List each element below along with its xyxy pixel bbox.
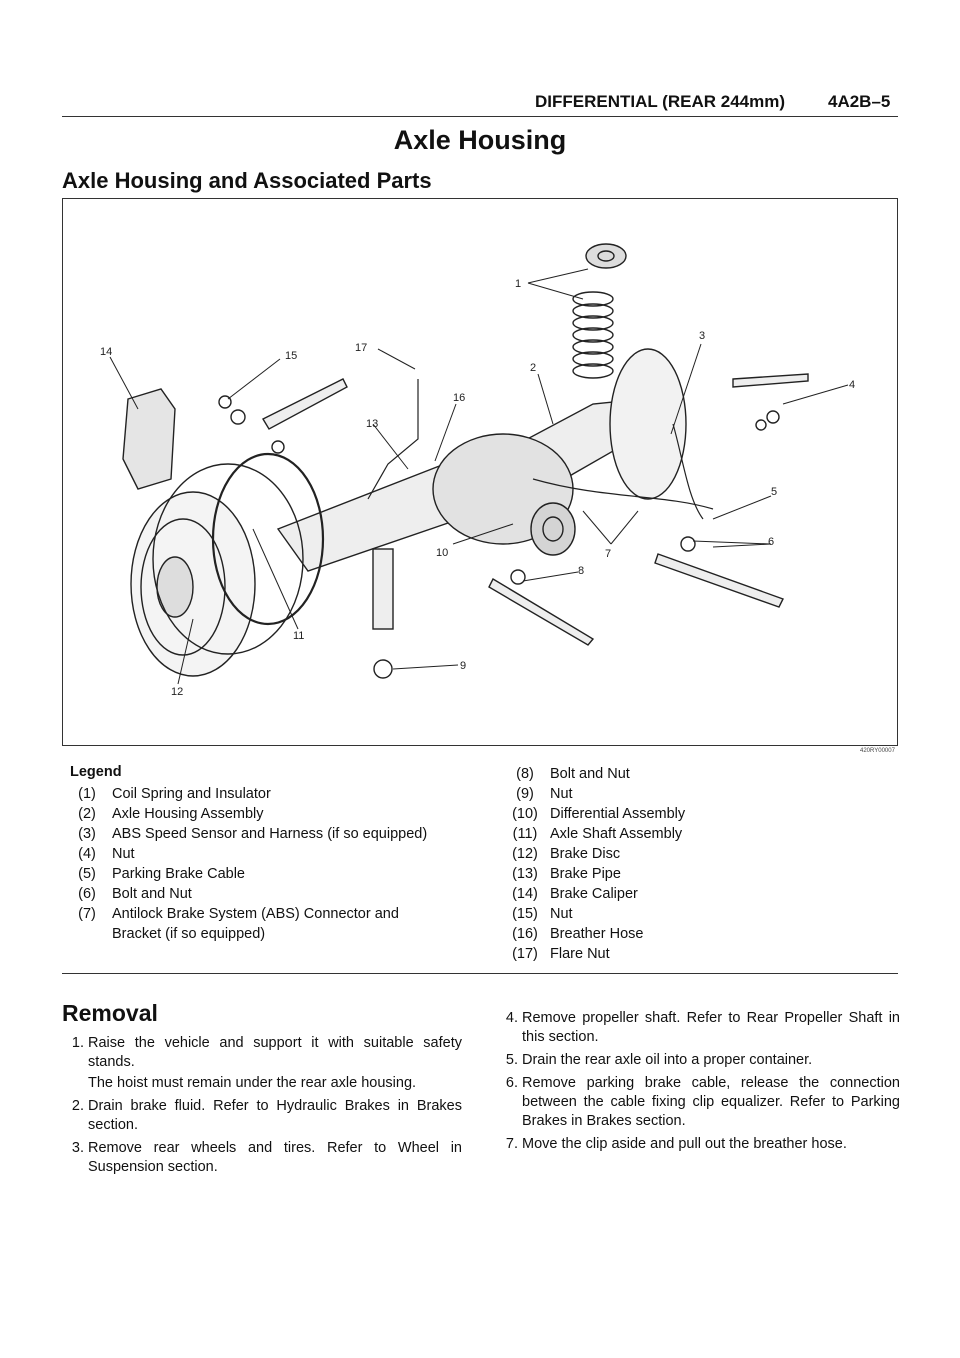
callout-6: 6 — [768, 536, 775, 548]
callout-16: 16 — [453, 392, 466, 404]
removal-step — [496, 1009, 900, 1047]
legend-item — [62, 904, 452, 944]
legend-text: Axle Shaft Assembly — [550, 826, 683, 842]
step-text: Raise the vehicle and support it with suitable safety stands. — [88, 1035, 462, 1070]
legend-text: Nut — [550, 906, 573, 922]
removal-step — [496, 1051, 900, 1070]
callout-17: 17 — [355, 342, 368, 354]
legend-text: Bolt and Nut — [550, 766, 630, 782]
legend-number: (10) — [512, 806, 538, 822]
legend-number: (9) — [516, 786, 534, 802]
shock-absorber — [373, 549, 393, 629]
step-body — [522, 1074, 900, 1131]
legend-number: (11) — [512, 826, 538, 842]
header-rule — [62, 116, 898, 117]
removal-step — [62, 1034, 462, 1093]
callout-1: 1 — [515, 278, 522, 290]
legend-number: (7) — [78, 906, 96, 922]
legend-text: Antilock Brake System (ABS) Connector and Bracket (if so equipped) — [112, 906, 399, 942]
legend-item — [500, 944, 890, 964]
legend-number: (3) — [78, 826, 96, 842]
legend-text: Brake Pipe — [550, 866, 621, 882]
legend-text: Coil Spring and Insulator — [112, 786, 271, 802]
legend-item — [500, 804, 890, 824]
legend-title: Legend — [70, 764, 122, 780]
legend-number: (4) — [78, 846, 96, 862]
legend-text: Flare Nut — [550, 946, 610, 962]
legend-item — [62, 864, 452, 884]
step-text: Remove parking brake cable, release the connection between the cable fixing clip equalizer. Refer to Parking Brakes in Brakes section. — [522, 1075, 900, 1129]
removal-step — [62, 1139, 462, 1177]
section-subtitle: Axle Housing and Associated Parts — [62, 168, 432, 193]
removal-step — [496, 1135, 900, 1154]
legend-number: (2) — [78, 806, 96, 822]
legend-text: Differential Assembly — [550, 806, 686, 822]
legend-number: (13) — [512, 866, 538, 882]
callout-10: 10 — [436, 547, 449, 559]
legend-item — [500, 764, 890, 784]
removal-steps-right — [496, 1009, 900, 1158]
step-body — [88, 1034, 462, 1093]
removal-step — [62, 1097, 462, 1135]
legend-item — [500, 864, 890, 884]
lower-link-right — [655, 554, 783, 607]
removal-heading: Removal — [62, 1000, 158, 1026]
callout-4: 4 — [849, 379, 856, 391]
legend-item — [500, 904, 890, 924]
step-text: Drain brake fluid. Refer to Hydraulic Brakes in Brakes section. — [88, 1098, 462, 1133]
step-number: 2. — [71, 1098, 84, 1114]
legend-text: Brake Disc — [550, 846, 621, 862]
legend-number: (14) — [512, 886, 538, 902]
figure-code: 420RY00007 — [860, 748, 895, 754]
lower-link-left — [489, 579, 593, 645]
callout-7: 7 — [605, 548, 612, 560]
legend-item — [62, 824, 452, 844]
legend-item — [62, 804, 452, 824]
legend-item — [500, 824, 890, 844]
brake-caliper — [123, 389, 175, 489]
callout-3: 3 — [699, 330, 706, 342]
legend-item — [500, 924, 890, 944]
page-title: Axle Housing — [393, 125, 567, 155]
axle-illustration — [63, 199, 897, 745]
step-number: 4. — [505, 1010, 518, 1026]
legend-item — [500, 844, 890, 864]
legend-text: Nut — [550, 786, 573, 802]
step-number: 3. — [71, 1140, 84, 1156]
section-title: DIFFERENTIAL (REAR 244mm) — [535, 92, 785, 111]
step-text: Move the clip aside and pull out the breather hose. — [522, 1136, 847, 1152]
legend-number: (6) — [78, 886, 96, 902]
legend-text: Brake Caliper — [550, 886, 638, 902]
step-body — [88, 1097, 462, 1135]
legend-item — [500, 884, 890, 904]
step-body — [522, 1135, 900, 1154]
removal-step — [496, 1074, 900, 1131]
coil-spring — [573, 292, 613, 378]
callout-15: 15 — [285, 350, 298, 362]
legend-item — [62, 884, 452, 904]
callout-5: 5 — [771, 486, 778, 498]
step-body — [88, 1139, 462, 1177]
callout-2: 2 — [530, 362, 537, 374]
removal-steps-left — [62, 1034, 462, 1181]
callout-8: 8 — [578, 565, 585, 577]
legend-number: (16) — [512, 926, 538, 942]
step-number: 5. — [505, 1052, 518, 1068]
step-number: 7. — [505, 1136, 518, 1152]
callout-11: 11 — [293, 630, 305, 642]
callout-13: 13 — [366, 418, 379, 430]
step-number: 1. — [71, 1035, 84, 1051]
legend-number: (8) — [516, 766, 534, 782]
legend-text: Parking Brake Cable — [112, 866, 245, 882]
step-text: Drain the rear axle oil into a proper container. — [522, 1052, 813, 1068]
legend-rule — [62, 973, 898, 974]
legend-text: ABS Speed Sensor and Harness (if so equipped) — [112, 826, 428, 842]
page-number: 4A2B–5 — [828, 92, 891, 111]
legend-item — [500, 784, 890, 804]
upper-link — [263, 379, 347, 429]
legend-item — [62, 844, 452, 864]
step-text: Remove propeller shaft. Refer to Rear Propeller Shaft in this section. — [522, 1010, 900, 1045]
callout-14: 14 — [100, 346, 113, 358]
spring-insulator — [586, 244, 626, 268]
legend-number: (5) — [78, 866, 96, 882]
legend-text: Nut — [112, 846, 135, 862]
step-number: 6. — [505, 1075, 518, 1091]
legend-text: Axle Housing Assembly — [112, 806, 264, 822]
step-text: Remove rear wheels and tires. Refer to Wheel in Suspension section. — [88, 1140, 462, 1175]
callout-12: 12 — [171, 686, 184, 698]
legend-item — [62, 784, 452, 804]
legend-left-column — [62, 784, 452, 944]
legend-number: (12) — [512, 846, 538, 862]
legend-number: (17) — [512, 946, 538, 962]
step-body — [522, 1051, 900, 1070]
step-body — [522, 1009, 900, 1047]
legend-number: (1) — [78, 786, 96, 802]
lateral-link — [733, 374, 808, 387]
legend-text: Breather Hose — [550, 926, 644, 942]
exploded-diagram — [62, 198, 898, 746]
legend-number: (15) — [512, 906, 538, 922]
step-note: The hoist must remain under the rear axle housing. — [88, 1075, 417, 1091]
legend-text: Bolt and Nut — [112, 886, 192, 902]
callout-9: 9 — [460, 660, 467, 672]
legend-right-column — [500, 764, 890, 964]
